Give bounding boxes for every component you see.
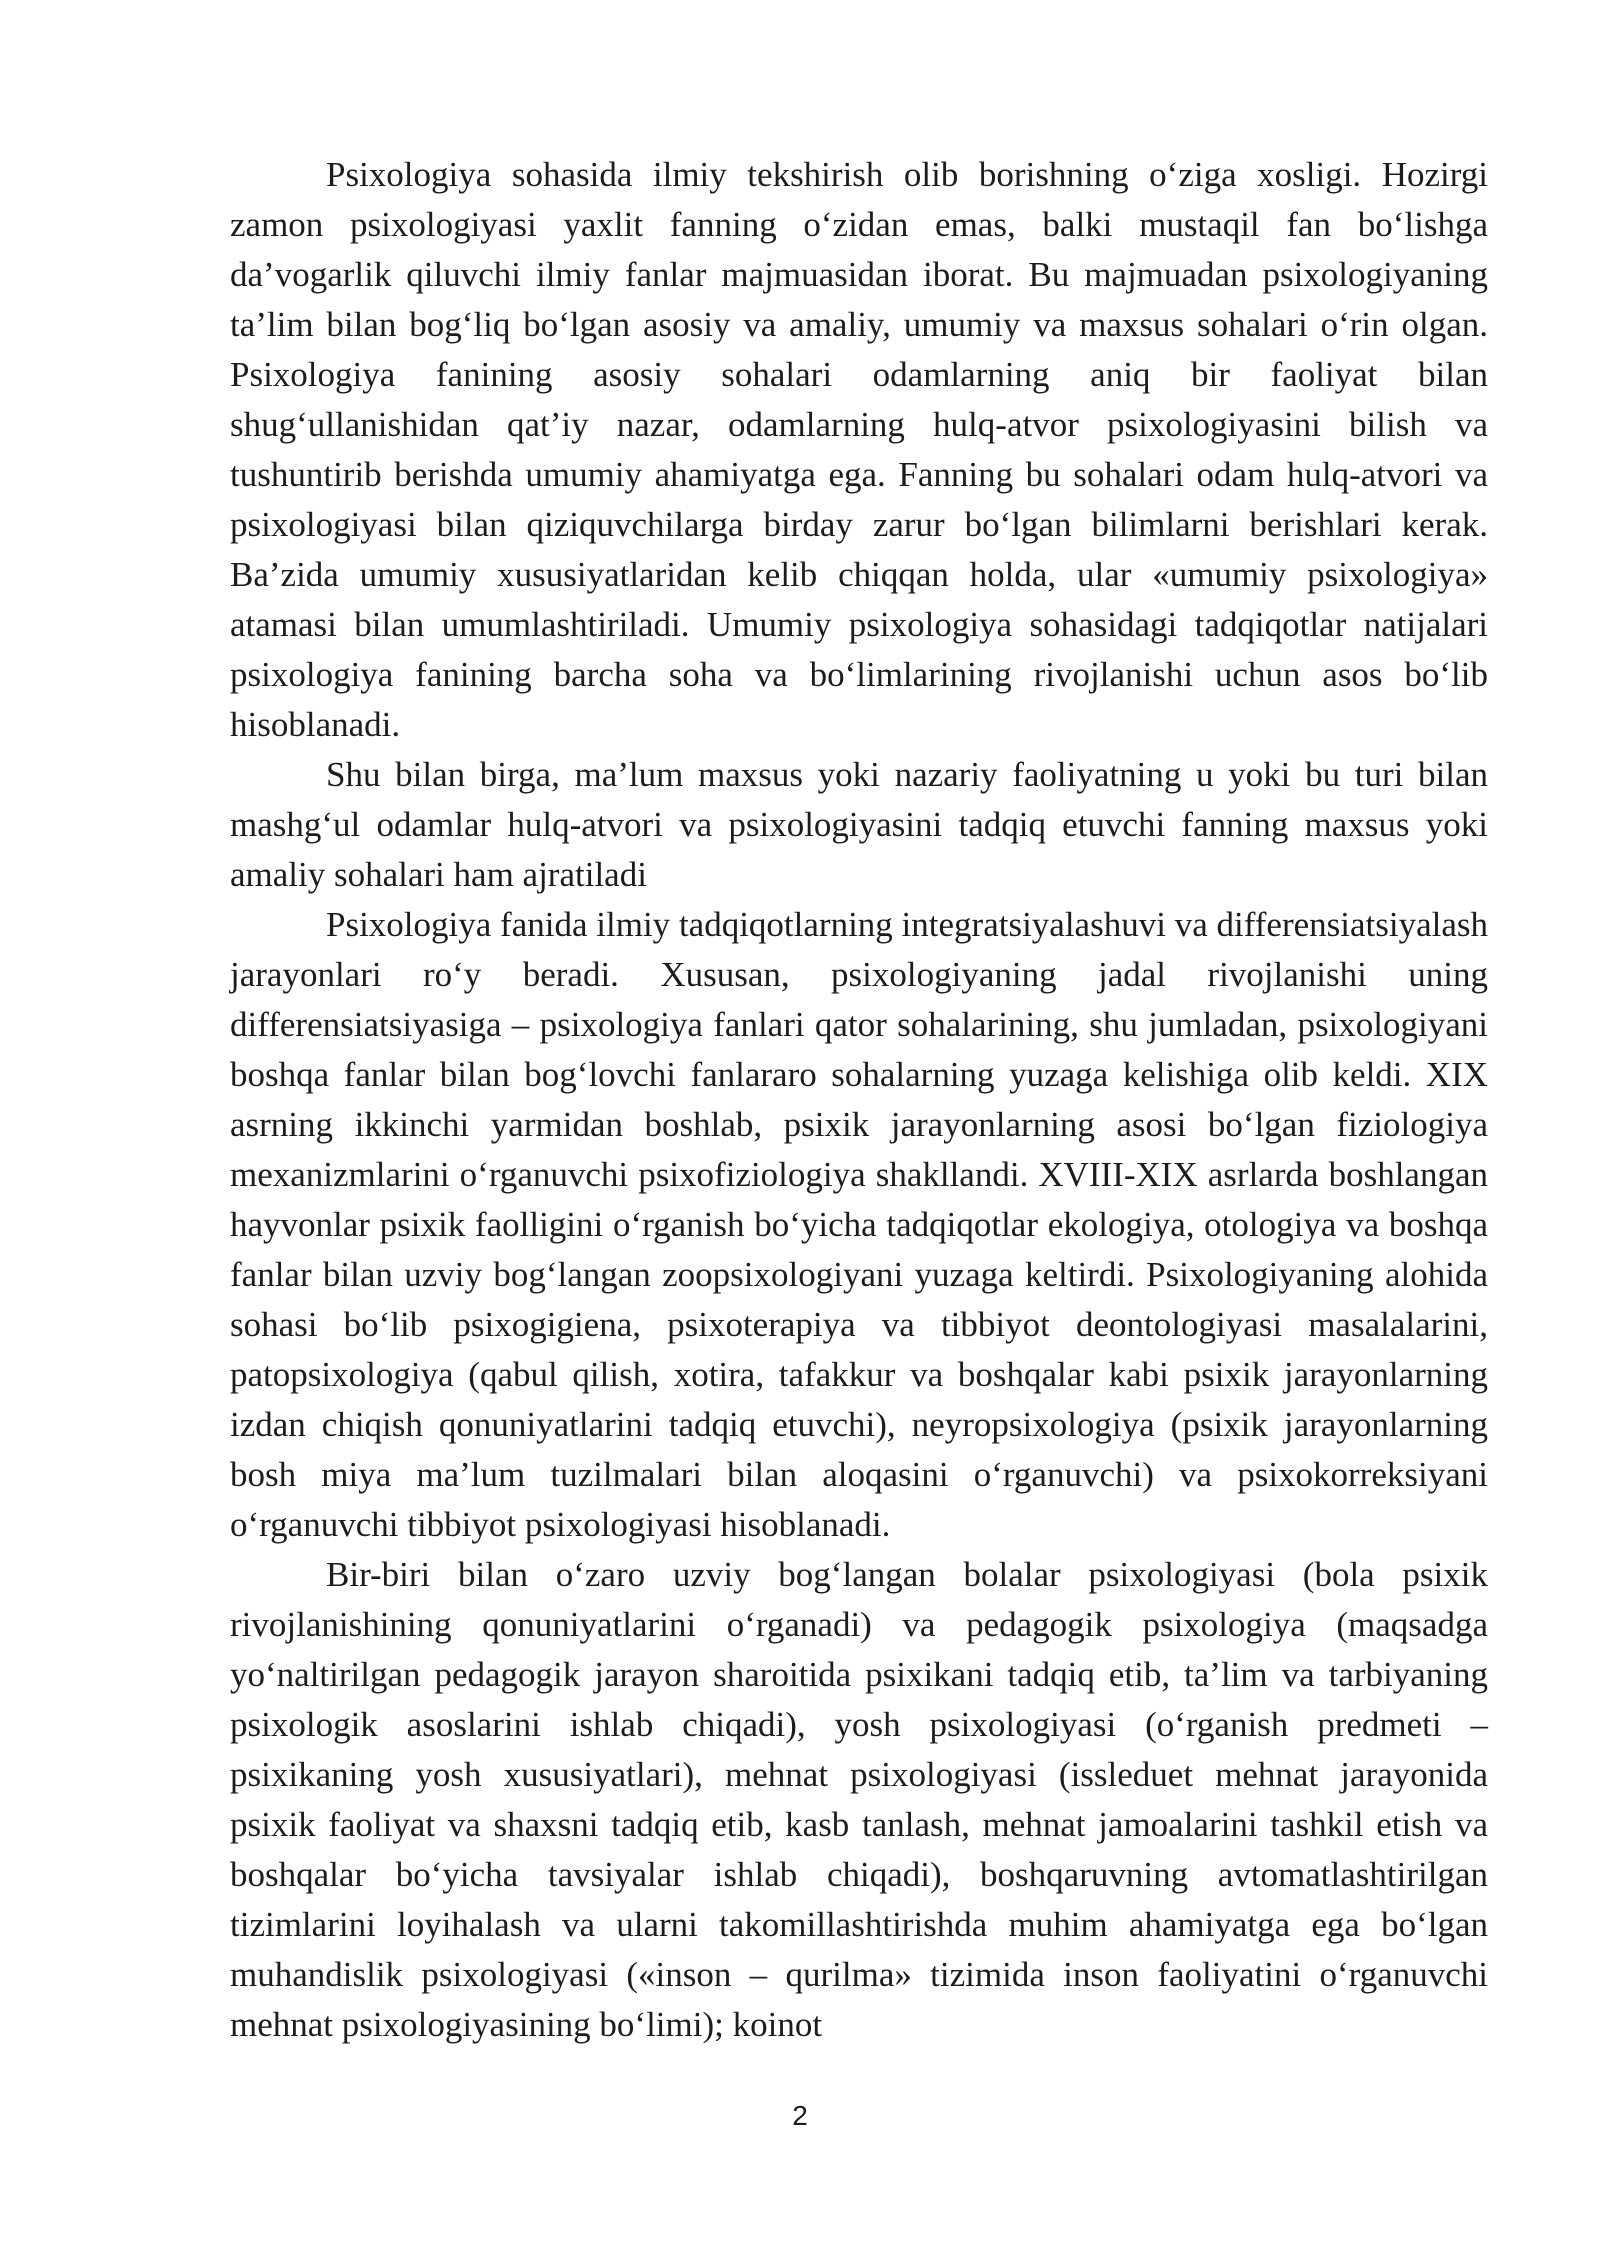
paragraph-1: Psixologiya sohasida ilmiy tekshirish olib borishning o‘ziga xosligi. Hozirgi zamon psixologiyasi yaxlit fanning o‘zidan emas, balki mustaqil fan bo‘lishga da’vogarlik qiluvchi ilmiy fanlar majmuasidan iborat. Bu majmuadan psixologiyaning ta’lim bilan bog‘liq bo‘lgan asosiy va amaliy, umumiy va maxsus sohalari o‘rin olgan. Psixologiya fanining asosiy sohalari odamlarning aniq bir faoliyat bilan shug‘ullanishidan qat’iy nazar, odamlarning hulq-atvor psixologiyasini bilish va tushuntirib berishda umumiy ahamiyatga ega. Fanning bu sohalari odam hulq-atvori va psixologiyasi bilan qiziquvchilarga birday zarur bo‘lgan bilimlarni berishlari kerak. Ba’zida umumiy xususiyatlaridan kelib chiqqan holda, ular «umumiy psixologiya» atamasi bilan umumlashtiriladi. Umumiy psixologiya sohasidagi tadqiqotlar natijalari psixologiya fanining barcha soha va bo‘limlarining rivojlanishi uchun asos bo‘lib hisoblanadi.	[230, 155, 1488, 744]
paragraph-4: Bir-biri bilan o‘zaro uzviy bog‘langan bolalar psixologiyasi (bola psixik rivojlanishining qonuniyatlarini o‘rganadi) va pedagogik psixologiya (maqsadga yo‘naltirilgan pedagogik jarayon sharoitida psixikani tadqiq etib, ta’lim va tarbiyaning psixologik asoslarini ishlab chiqadi), yosh psixologiyasi (o‘rganish predmeti – psixikaning yosh xususiyatlari), mehnat psixologiyasi (issleduet mehnat jarayonida psixik faoliyat va shaxsni tadqiq etib, kasb tanlash, mehnat jamoalarini tashkil etish va boshqalar bo‘yicha tavsiyalar ishlab chiqadi), boshqaruvning avtomatlashtirilgan tizimlarini loyihalash va ularni takomillashtirishda muhim ahamiyatga ega bo‘lgan muhandislik psixologiyasi («inson – qurilma» tizimida inson faoliyatini o‘rganuvchi mehnat psixologiyasining bo‘limi); koinot	[230, 1555, 1488, 2044]
paragraph-2: Shu bilan birga, ma’lum maxsus yoki nazariy faoliyatning u yoki bu turi bilan mashg‘ul odamlar hulq-atvori va psixologiyasini tadqiq etuvchi fanning maxsus yoki amaliy sohalari ham ajratiladi	[230, 755, 1488, 894]
paragraph-3: Psixologiya fanida ilmiy tadqiqotlarning integratsiyalashuvi va differensiatsiyalash jarayonlari ro‘y beradi. Xususan, psixologiyaning jadal rivojlanishi uning differensiatsiyasiga – psixologiya fanlari qator sohalarining, shu jumladan, psixologiyani boshqa fanlar bilan bog‘lovchi fanlararo sohalarning yuzaga kelishiga olib keldi. XIX asrning ikkinchi yarmidan boshlab, psixik jarayonlarning asosi bo‘lgan fiziologiya mexanizmlarini o‘rganuvchi psixofiziologiya shakllandi. XVIII-XIX asrlarda boshlangan hayvonlar psixik faolligini o‘rganish bo‘yicha tadqiqotlar ekologiya, otologiya va boshqa fanlar bilan uzviy bog‘langan zoopsixologiyani yuzaga keltirdi. Psixologiyaning alohida sohasi bo‘lib psixogigiena, psixoterapiya va tibbiyot deontologiyasi masalalarini, patopsixologiya (qabul qilish, xotira, tafakkur va boshqalar kabi psixik jarayonlarning izdan chiqish qonuniyatlarini tadqiq etuvchi), neyropsixologiya (psixik jarayonlarning bosh miya ma’lum tuzilmalari bilan aloqasini o‘rganuvchi) va psixokorreksiyani o‘rganuvchi tibbiyot psixologiyasi hisoblanadi.	[230, 905, 1488, 1544]
page-number: 2	[792, 2100, 808, 2131]
body-text	[230, 150, 1488, 2050]
